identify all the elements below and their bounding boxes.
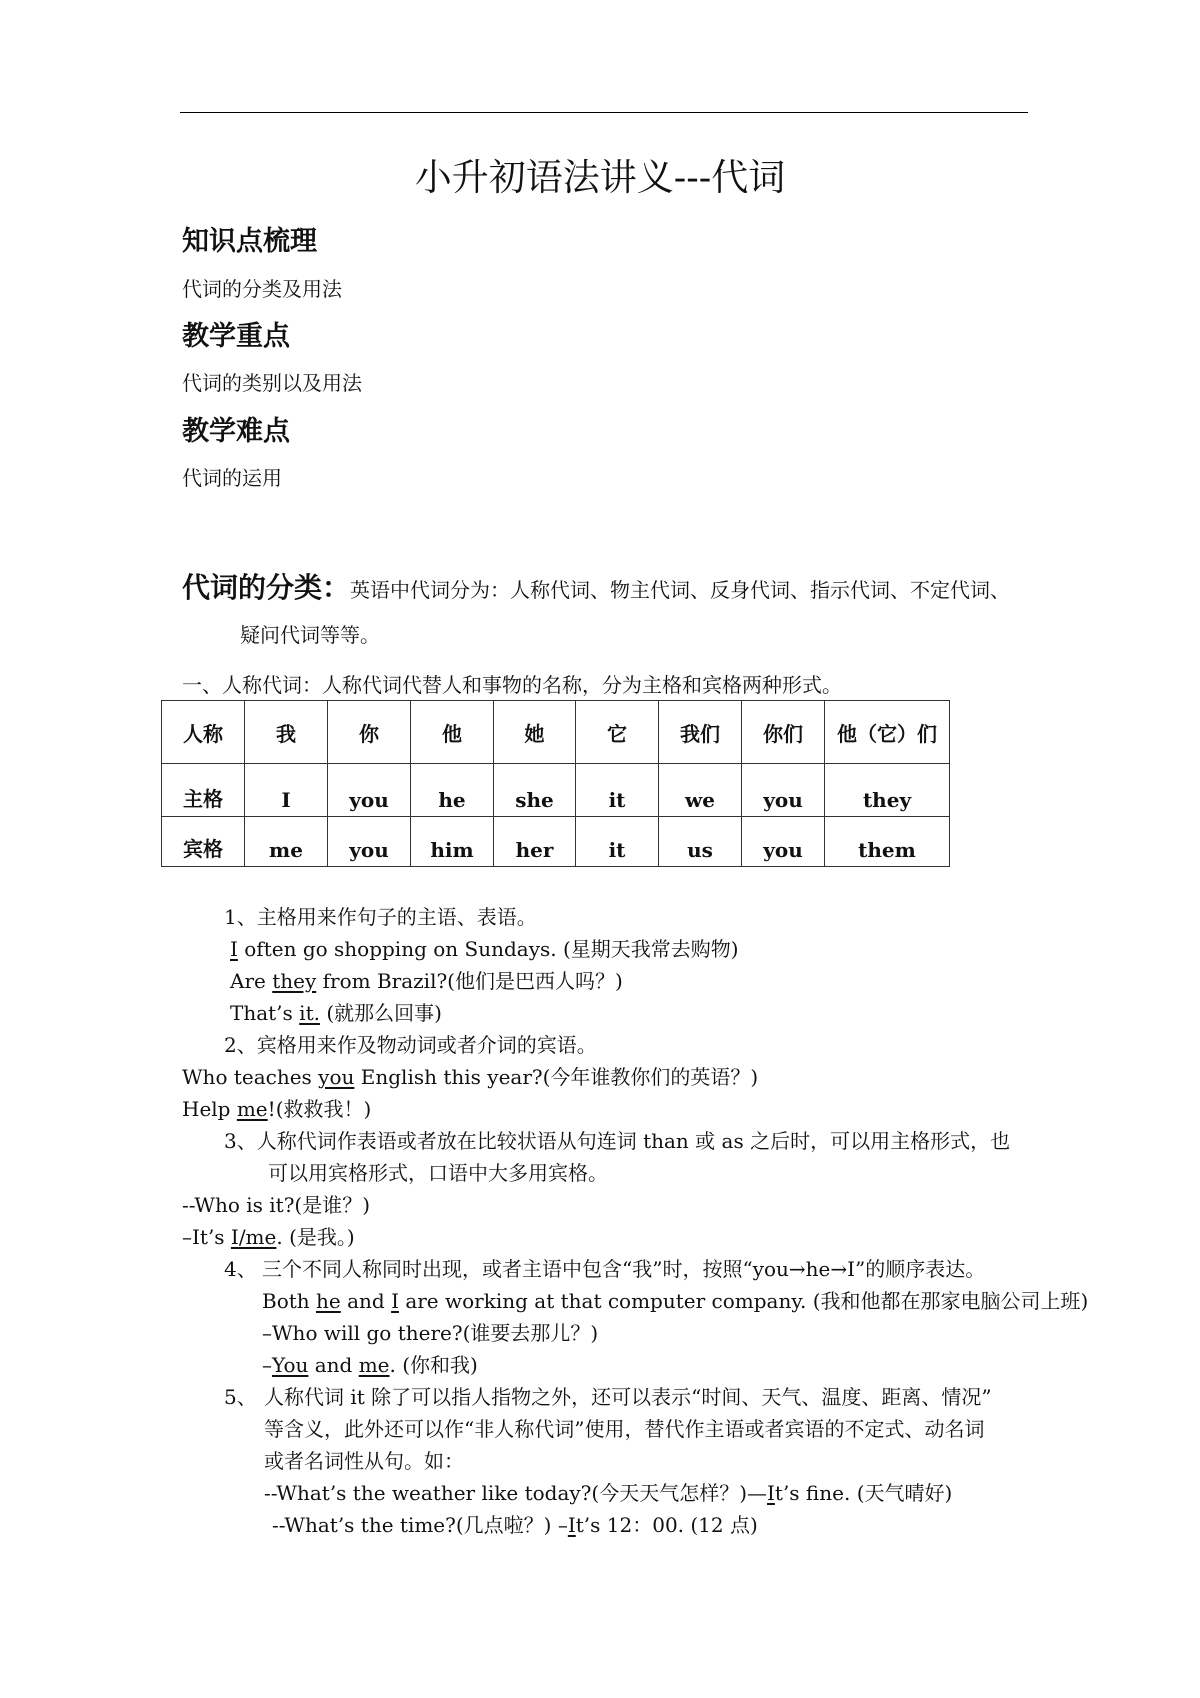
header-rule xyxy=(180,112,1028,113)
table-cell: him xyxy=(411,817,494,867)
table-cell: me xyxy=(245,817,328,867)
rule-4-line-1: 三个不同人称同时出现，或者主语中包含“我”时，按照“you→he→I”的顺序表达。 xyxy=(262,1257,986,1281)
table-cell: you xyxy=(328,817,411,867)
rule-4-example-2: –Who will go there?(谁要去那儿？) xyxy=(262,1321,599,1345)
rule-4-number: 4、 xyxy=(224,1257,257,1281)
rule-3-example-1: --Who is it?(是谁？) xyxy=(182,1193,371,1217)
rule-1-title: 1、主格用来作句子的主语、表语。 xyxy=(224,905,537,929)
table-cell: I xyxy=(245,764,328,817)
page-title: 小升初语法讲义---代词 xyxy=(414,156,786,199)
rule-5-line-2: 等含义，此外还可以作“非人称代词”使用，替代作主语或者宾语的不定式、动名词 xyxy=(264,1417,985,1441)
section-heading-focus: 教学重点 xyxy=(182,321,290,352)
table-cell: us xyxy=(659,817,742,867)
table-cell: 她 xyxy=(494,701,576,764)
rule-5-line-1: 人称代词 it 除了可以指人指物之外，还可以表示“时间、天气、温度、距离、情况” xyxy=(264,1385,992,1409)
rule-3-line-1: 3、人称代词作表语或者放在比较状语从句连词 than 或 as 之后时，可以用主格形式，也 xyxy=(224,1129,1011,1153)
table-cell: 我 xyxy=(245,701,328,764)
classification-paragraph xyxy=(182,573,1010,605)
table-cell: 他 xyxy=(411,701,494,764)
table-cell: 他（它）们 xyxy=(825,701,950,764)
table-cell: it xyxy=(576,764,659,817)
rule-3-example-2: –It’s I/me. (是我。) xyxy=(182,1225,355,1249)
table-cell: 人称 xyxy=(162,701,245,764)
section-text-difficulty: 代词的运用 xyxy=(182,466,282,490)
section-heading-difficulty: 教学难点 xyxy=(182,416,290,447)
table-cell: we xyxy=(659,764,742,817)
personal-pronoun-intro: 一、人称代词：人称代词代替人和事物的名称，分为主格和宾格两种形式。 xyxy=(182,673,842,697)
rule-5-line-3: 或者名词性从句。如： xyxy=(264,1449,464,1473)
section-text-focus: 代词的类别以及用法 xyxy=(182,371,362,395)
rule-1-example-3: That’s it. (就那么回事) xyxy=(230,1001,442,1025)
table-cell: he xyxy=(411,764,494,817)
table-cell: 主格 xyxy=(162,764,245,817)
classification-text-line1: 英语中代词分为：人称代词、物主代词、反身代词、指示代词、不定代词、 xyxy=(350,578,1011,602)
classification-heading: 代词的分类： xyxy=(182,571,351,604)
rule-2-example-1: Who teaches you English this year?(今年谁教你们的英语？) xyxy=(182,1065,759,1089)
rule-5-example-2: --What’s the time?(几点啦？) –It’s 12：00. (12 点) xyxy=(272,1513,758,1537)
section-text-knowledge: 代词的分类及用法 xyxy=(182,277,342,301)
rule-2-title: 2、宾格用来作及物动词或者介词的宾语。 xyxy=(224,1033,597,1057)
table-cell: you xyxy=(742,764,825,817)
rule-1-example-2: Are they from Brazil?(他们是巴西人吗？) xyxy=(230,969,623,993)
table-cell: them xyxy=(825,817,950,867)
rule-3-line-2: 可以用宾格形式，口语中大多用宾格。 xyxy=(268,1161,608,1185)
pronoun-table xyxy=(161,700,950,867)
table-row-objective xyxy=(162,817,950,867)
rule-5-example-1: --What’s the weather like today?(今天天气怎样？)—It’s fine. (天气晴好) xyxy=(264,1481,953,1505)
classification-text-line2: 疑问代词等等。 xyxy=(240,623,380,647)
rule-4-example-1: Both he and I are working at that computer company. (我和他都在那家电脑公司上班) xyxy=(262,1289,1089,1313)
table-cell: 它 xyxy=(576,701,659,764)
section-heading-knowledge: 知识点梳理 xyxy=(182,226,317,257)
table-cell: you xyxy=(328,764,411,817)
table-cell: you xyxy=(742,817,825,867)
rule-4-example-3: –You and me. (你和我) xyxy=(262,1353,478,1377)
rule-1-example-1: I often go shopping on Sundays. (星期天我常去购物) xyxy=(230,937,739,961)
rule-2-example-2: Help me!(救救我！) xyxy=(182,1097,372,1121)
table-cell: her xyxy=(494,817,576,867)
rule-5-number: 5、 xyxy=(224,1385,257,1409)
table-row-person xyxy=(162,701,950,764)
table-cell: she xyxy=(494,764,576,817)
table-cell: 你们 xyxy=(742,701,825,764)
table-cell: 我们 xyxy=(659,701,742,764)
table-cell: they xyxy=(825,764,950,817)
table-cell: it xyxy=(576,817,659,867)
table-cell: 宾格 xyxy=(162,817,245,867)
table-row-subjective xyxy=(162,764,950,817)
table-cell: 你 xyxy=(328,701,411,764)
